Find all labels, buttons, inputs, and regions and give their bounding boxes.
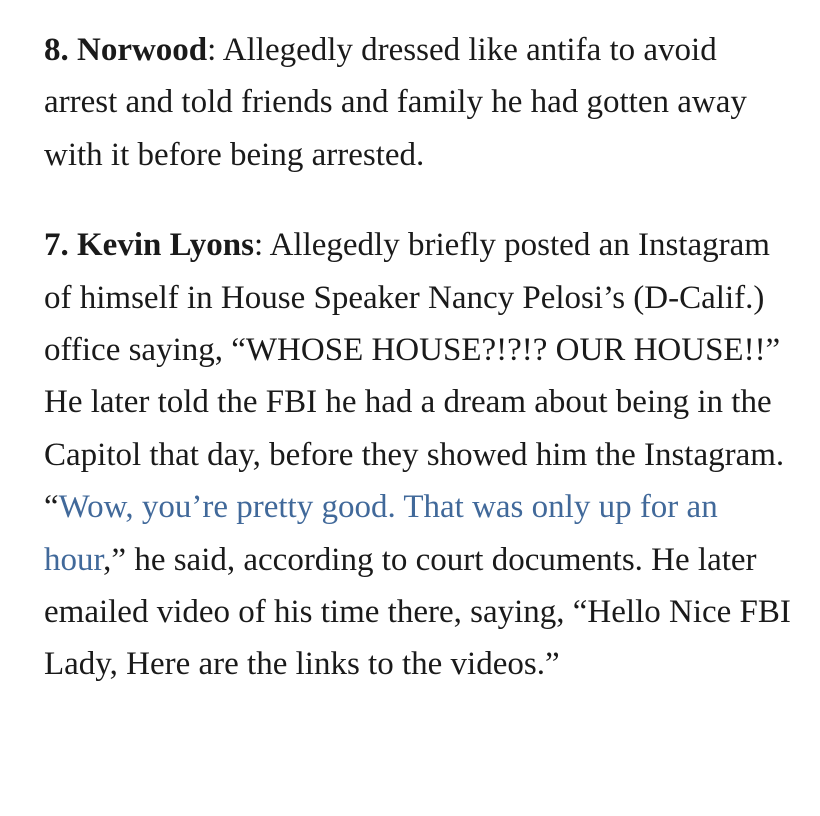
article-body	[44, 24, 794, 691]
entry-text: : Allegedly dressed like antifa to avoid arrest and told friends and family he had gotten away with it before being arrested.	[44, 32, 747, 173]
quote-link[interactable]: Wow, you’re pretty good. That was only up for an hour	[44, 489, 718, 578]
list-item-kevin-lyons	[44, 219, 794, 691]
list-item-norwood	[44, 24, 794, 181]
entry-name: 7. Kevin Lyons	[44, 227, 254, 264]
entry-text: : Allegedly briefly posted an Instagram of himself in House Speaker Nancy Pelosi’s (D-Calif.) office saying, “WHOSE HOUSE?!?!? OUR HOUSE!!” He later told the FBI he had a dream about being in the Capitol that day, before they showed him the Instagram. “	[44, 227, 785, 526]
entry-text: ,” he said, according to court documents. He later emailed video of his time there, saying, “Hello Nice FBI Lady, Here are the links to the videos.”	[44, 541, 791, 683]
entry-name: 8. Norwood	[44, 32, 208, 68]
